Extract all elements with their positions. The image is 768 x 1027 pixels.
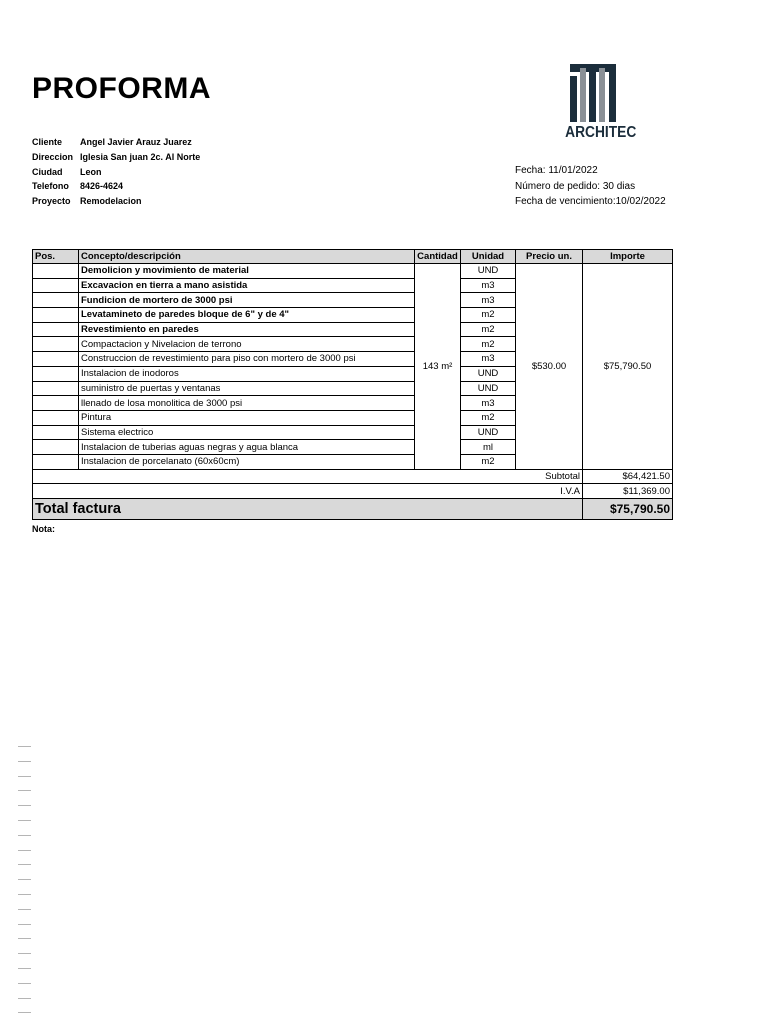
cell-unidad: m2 — [461, 322, 516, 337]
nota-label: Nota: — [32, 524, 55, 534]
margin-tick-marks — [18, 746, 31, 1027]
cell-concepto: Instalacion de tuberias aguas negras y agua blanca — [79, 440, 415, 455]
header-pos: Pos. — [33, 250, 79, 264]
cell-pos — [33, 396, 79, 411]
margin-tick — [18, 820, 31, 821]
client-label: Telefono — [32, 181, 69, 192]
cell-concepto: Revestimiento en paredes — [79, 322, 415, 337]
margin-tick — [18, 879, 31, 880]
cell-pos — [33, 322, 79, 337]
due-date: Fecha de vencimiento:10/02/2022 — [515, 196, 666, 207]
cell-concepto: Excavacion en tierra a mano asistida — [79, 278, 415, 293]
subtotal-label: Subtotal — [33, 469, 583, 484]
margin-tick — [18, 835, 31, 836]
client-value: Angel Javier Arauz Juarez — [80, 137, 192, 147]
invoice-meta — [515, 165, 666, 212]
cell-precio: $530.00 — [516, 264, 583, 470]
subtotal-row — [33, 469, 673, 484]
header-precio: Precio un. — [516, 250, 583, 264]
cell-unidad: m2 — [461, 410, 516, 425]
client-label: Proyecto — [32, 196, 71, 207]
margin-tick — [18, 938, 31, 939]
cell-pos — [33, 264, 79, 279]
total-row — [33, 499, 673, 520]
cell-unidad: m3 — [461, 278, 516, 293]
cell-pos — [33, 366, 79, 381]
cell-unidad: m2 — [461, 337, 516, 352]
client-value: Remodelacion — [80, 196, 142, 207]
margin-tick — [18, 850, 31, 851]
client-value: 8426-4624 — [80, 181, 124, 192]
cell-unidad: ml — [461, 440, 516, 455]
iva-row — [33, 484, 673, 499]
cell-concepto: Levatamineto de paredes bloque de 6" y de 4" — [79, 308, 415, 323]
cell-unidad: m3 — [461, 396, 516, 411]
cell-pos — [33, 278, 79, 293]
cell-concepto: Construccion de revestimiento para piso con mortero de 3000 psi — [79, 352, 415, 367]
cell-pos — [33, 440, 79, 455]
margin-tick — [18, 761, 31, 762]
cell-importe: $75,790.50 — [583, 264, 673, 470]
header-concepto: Concepto/descripción — [79, 250, 415, 264]
cell-pos — [33, 425, 79, 440]
table-row — [33, 264, 673, 279]
table-header — [33, 250, 673, 264]
margin-tick — [18, 1012, 31, 1013]
cell-concepto: Instalacion de inodoros — [79, 366, 415, 381]
header-importe: Importe — [583, 250, 673, 264]
logo-text: ARCHITEC — [565, 124, 637, 141]
client-label: Direccion — [32, 151, 74, 162]
cell-unidad: UND — [461, 264, 516, 279]
cell-pos — [33, 381, 79, 396]
cell-concepto: Demolicion y movimiento de material — [79, 264, 415, 279]
margin-tick — [18, 924, 31, 925]
client-label: Ciudad — [32, 166, 63, 177]
margin-tick — [18, 968, 31, 969]
page-title: PROFORMA — [32, 72, 211, 105]
cell-concepto: Fundicion de mortero de 3000 psi — [79, 293, 415, 308]
cell-unidad: m2 — [461, 308, 516, 323]
client-label: Cliente — [32, 137, 63, 147]
total-label: Total factura — [33, 499, 583, 520]
cell-concepto: Instalacion de porcelanato (60x60cm) — [79, 454, 415, 469]
margin-tick — [18, 894, 31, 895]
items-table — [32, 249, 673, 520]
cell-pos — [33, 352, 79, 367]
cell-concepto: Sistema electrico — [79, 425, 415, 440]
margin-tick — [18, 864, 31, 865]
iva-value: $11,369.00 — [583, 484, 673, 499]
cell-concepto: Pintura — [79, 410, 415, 425]
total-value: $75,790.50 — [583, 499, 673, 520]
cell-unidad: m3 — [461, 352, 516, 367]
margin-tick — [18, 790, 31, 791]
cell-pos — [33, 454, 79, 469]
header-unidad: Unidad — [461, 250, 516, 264]
cell-unidad: UND — [461, 381, 516, 396]
margin-tick — [18, 776, 31, 777]
cell-cantidad: 143 m² — [415, 264, 461, 470]
client-value: Leon — [80, 166, 102, 177]
subtotal-value: $64,421.50 — [583, 469, 673, 484]
cell-concepto: llenado de losa monolitica de 3000 psi — [79, 396, 415, 411]
cell-concepto: suministro de puertas y ventanas — [79, 381, 415, 396]
cell-pos — [33, 337, 79, 352]
margin-tick — [18, 998, 31, 999]
architec-logo — [560, 62, 637, 146]
margin-tick — [18, 953, 31, 954]
cell-unidad: UND — [461, 425, 516, 440]
header-cantidad: Cantidad — [415, 250, 461, 264]
invoice-date: Fecha: 11/01/2022 — [515, 165, 598, 176]
cell-unidad: UND — [461, 366, 516, 381]
margin-tick — [18, 746, 31, 747]
iva-label: I.V.A — [33, 484, 583, 499]
cell-concepto: Compactacion y Nivelacion de terrono — [79, 337, 415, 352]
margin-tick — [18, 983, 31, 984]
building-logo-icon — [560, 62, 634, 124]
cell-pos — [33, 410, 79, 425]
margin-tick — [18, 805, 31, 806]
cell-pos — [33, 308, 79, 323]
margin-tick — [18, 909, 31, 910]
client-value: Iglesia San juan 2c. Al Norte — [80, 151, 201, 162]
cell-unidad: m2 — [461, 454, 516, 469]
cell-unidad: m3 — [461, 293, 516, 308]
cell-pos — [33, 293, 79, 308]
order-number: Número de pedido: 30 dias — [515, 180, 636, 192]
